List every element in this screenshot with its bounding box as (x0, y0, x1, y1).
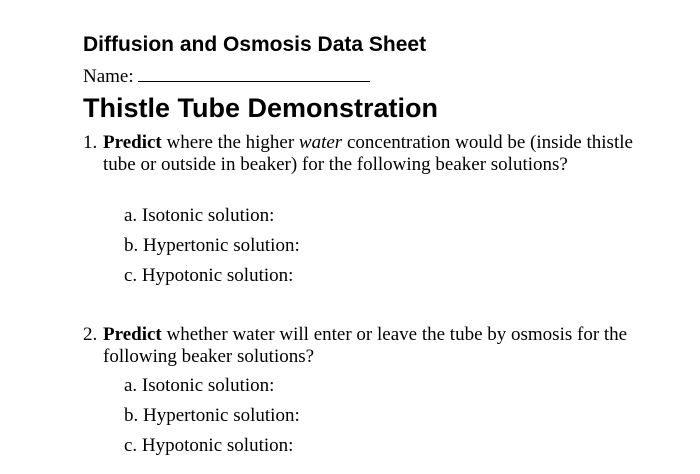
question-keyword: Predict (103, 324, 162, 345)
name-blank-line (138, 64, 370, 82)
name-field (83, 64, 370, 89)
question-text-part: whether water will enter or leave the tube by osmosis for the following beaker solutions? (103, 324, 628, 367)
question-number: 1. (83, 132, 98, 153)
question-1-answers (124, 205, 300, 295)
question-1 (83, 132, 643, 176)
answer-item-hypotonic: c. Hypotonic solution: (124, 435, 294, 456)
question-keyword: Predict (103, 132, 162, 153)
answer-item-isotonic: a. Isotonic solution: (124, 375, 275, 396)
question-text-part: concentration would be (inside thistle tube or outside in beaker) for the following beaker solutions? (103, 132, 633, 175)
question-text-part: where the higher (161, 132, 299, 153)
answer-item-hypertonic: b. Hypertonic solution: (124, 235, 300, 256)
question-emphasis: water (298, 132, 343, 153)
answer-item-hypotonic: c. Hypotonic solution: (124, 265, 294, 286)
document-title: Diffusion and Osmosis Data Sheet (83, 33, 427, 56)
question-text (103, 324, 627, 367)
section-title: Thistle Tube Demonstration (83, 93, 439, 123)
question-2 (83, 324, 643, 368)
question-2-answers (124, 375, 300, 465)
answer-item-hypertonic: b. Hypertonic solution: (124, 405, 300, 426)
name-label: Name: (83, 66, 134, 87)
answer-item-isotonic: a. Isotonic solution: (124, 205, 275, 226)
question-number: 2. (83, 324, 98, 345)
question-text (103, 132, 633, 175)
